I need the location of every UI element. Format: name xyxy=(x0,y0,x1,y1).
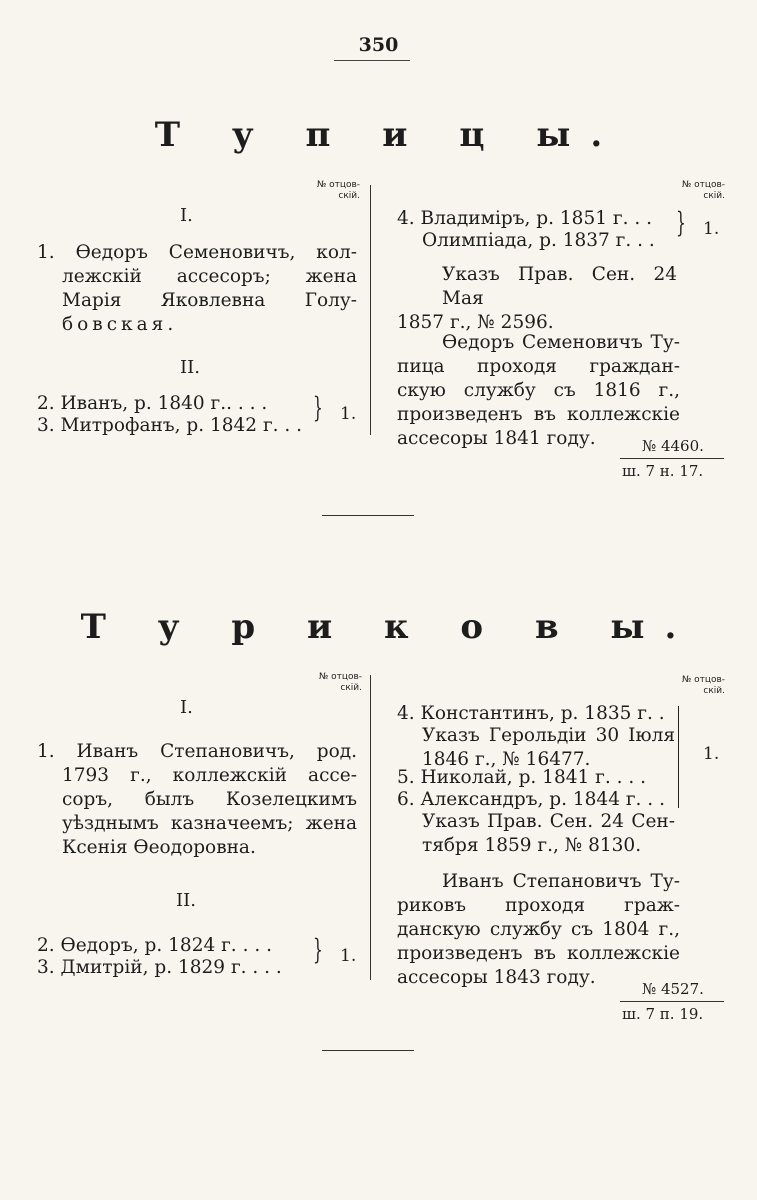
father-number: 1. xyxy=(340,404,357,424)
genealogy-entry: 3. Дмитрій, р. 1829 г. . . . xyxy=(37,957,282,978)
column-header-father-no: № отцов- скій. xyxy=(681,675,725,696)
column-header-father-no: № отцов- скій. xyxy=(318,672,362,693)
generation-heading: I. xyxy=(180,697,193,718)
father-number: 1. xyxy=(340,946,357,966)
genealogy-entry: 1. Иванъ Степановичъ, род. 1793 г., коллежскій ассе- соръ, былъ Козелецкимъ уѣзднымъ казначеемъ; жена Ксенія Ѳеодоровна. xyxy=(37,741,357,858)
section-title-tupitsy: Т у п и ц ы. xyxy=(154,115,623,155)
brace: } xyxy=(313,391,323,424)
record-rule xyxy=(620,458,724,459)
generation-heading: II. xyxy=(180,357,200,378)
shelf-mark: ш. 7 п. 19. xyxy=(622,1005,704,1023)
genealogy-entry: 4. Константинъ, р. 1835 г. . xyxy=(397,703,665,724)
record-number: № 4527. xyxy=(642,980,704,998)
record-rule xyxy=(620,1001,724,1002)
column-header-father-no: № отцов- скій. xyxy=(681,180,725,201)
column-divider xyxy=(370,675,371,980)
genealogy-entry: Олимпіада, р. 1837 г. . . xyxy=(422,230,655,251)
shelf-mark: ш. 7 н. 17. xyxy=(622,462,704,480)
section-title-turikovy: Т у р и к о в ы. xyxy=(80,607,697,647)
brace: } xyxy=(313,933,323,966)
genealogy-entry: 1. Ѳедоръ Семеновичъ, кол- лежскій ассесоръ; жена Марія Яковлевна Голу- бовская. xyxy=(37,242,357,335)
generation-heading: II. xyxy=(176,890,196,911)
genealogy-entry: 4. Владиміръ, р. 1851 г. . . xyxy=(397,208,652,229)
genealogy-entry: 5. Николай, р. 1841 г. . . . xyxy=(397,767,646,788)
decree-note: Указъ Герольдіи 30 Іюля 1846 г., № 16477. xyxy=(422,725,675,770)
decree-note: Указъ Прав. Сен. 24 Мая 1857 г., № 2596. xyxy=(397,264,677,333)
genealogy-entry: 6. Александръ, р. 1844 г. . . xyxy=(397,789,665,810)
service-note: Иванъ Степановичъ Ту- риковъ проходя граж- данскую службу съ 1804 г., произведенъ въ коллежскіе ассесоры 1843 году. xyxy=(397,871,680,988)
page-number: 350 xyxy=(358,34,399,56)
genealogy-entry: 2. Иванъ, р. 1840 г.. . . . xyxy=(37,393,268,414)
brace: } xyxy=(676,206,686,239)
genealogy-entry: 3. Митрофанъ, р. 1842 г. . . xyxy=(37,415,303,436)
service-note: Ѳедоръ Семеновичъ Ту- пица проходя граждан- скую службу съ 1816 г., произведенъ въ коллежскіе ассесоры 1841 году. xyxy=(397,332,680,449)
genealogy-entry: 2. Ѳедоръ, р. 1824 г. . . . xyxy=(37,935,272,956)
brace xyxy=(678,706,679,808)
column-header-father-no: № отцов- скій. xyxy=(316,180,360,201)
column-divider xyxy=(370,185,371,435)
decree-note: Указъ Прав. Сен. 24 Сен- тября 1859 г., № 8130. xyxy=(422,811,675,856)
section-divider xyxy=(322,1050,414,1051)
father-number: 1. xyxy=(703,219,720,239)
father-number: 1. xyxy=(703,744,720,764)
page-number-rule xyxy=(334,60,410,61)
generation-heading: I. xyxy=(180,205,193,226)
section-divider xyxy=(322,515,414,516)
record-number: № 4460. xyxy=(642,437,704,455)
